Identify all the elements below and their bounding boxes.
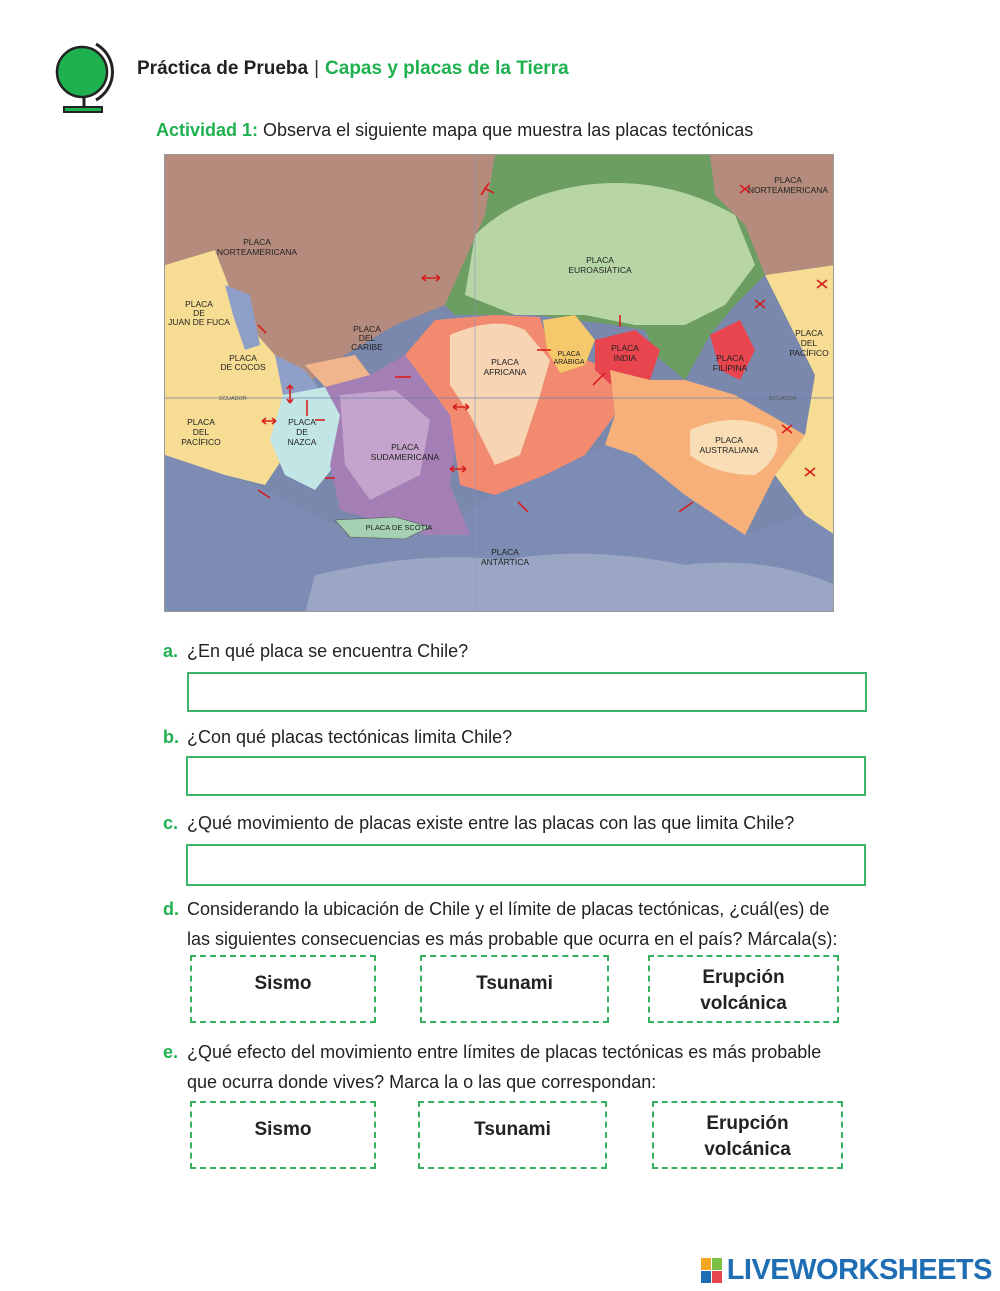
label-naz-c: NAZCA xyxy=(287,437,317,447)
option-e-tsunami-label: Tsunami xyxy=(474,1119,551,1140)
question-e-line2: que ocurra donde vives? Marca la o las que correspondan: xyxy=(187,1072,657,1092)
label-pac-r-c: PACÍFICO xyxy=(789,348,829,358)
header-separator: | xyxy=(314,58,320,79)
page-header xyxy=(137,58,569,80)
label-eq-left: ECUADOR xyxy=(219,396,247,402)
label-ind-b: INDIA xyxy=(613,353,637,363)
question-a xyxy=(163,636,468,666)
option-d-erupcion[interactable] xyxy=(648,955,839,1023)
activity-text: Observa el siguiente mapa que muestra las placas tectónicas xyxy=(263,120,754,140)
question-c-letter: c. xyxy=(163,813,179,833)
label-aus-a: PLACA xyxy=(715,435,743,445)
activity-label: Actividad 1: xyxy=(156,120,259,140)
option-d-tsunami-label: Tsunami xyxy=(476,973,553,994)
option-e-sismo-label: Sismo xyxy=(254,1119,312,1140)
label-jf-c: JUAN DE FUCA xyxy=(168,317,230,327)
option-d-erupcion-line1: Erupción xyxy=(702,967,785,988)
question-d-line1: Considerando la ubicación de Chile y el límite de placas tectónicas, ¿cuál(es) de xyxy=(187,899,830,919)
label-na-2a: PLACA xyxy=(774,175,802,185)
label-afr-a: PLACA xyxy=(491,357,519,367)
label-ant-a: PLACA xyxy=(491,547,519,557)
label-na-1a: PLACA xyxy=(243,237,271,247)
label-naz-b: DE xyxy=(296,427,308,437)
question-c xyxy=(163,808,794,838)
option-e-erupcion[interactable] xyxy=(652,1101,843,1169)
label-fil-b: FILIPINA xyxy=(712,363,748,373)
page-subtitle: Capas y placas de la Tierra xyxy=(325,58,569,79)
label-pac-l-b: DEL xyxy=(192,427,210,437)
question-b xyxy=(163,722,512,752)
label-pac-r-a: PLACA xyxy=(795,328,823,338)
option-d-sismo-label: Sismo xyxy=(254,973,312,994)
label-ara-b: ARÁBIGA xyxy=(553,359,585,366)
label-pac-l-a: PLACA xyxy=(187,417,215,427)
answer-a-field[interactable] xyxy=(187,672,867,712)
question-e xyxy=(163,1037,821,1097)
label-na-1b: NORTEAMERICANA xyxy=(216,247,298,257)
question-d-letter: d. xyxy=(163,899,179,919)
page-title: Práctica de Prueba xyxy=(137,58,309,79)
activity-heading xyxy=(156,120,753,141)
question-e-letter: e. xyxy=(163,1042,179,1062)
label-sco: PLACA DE SCOTIA xyxy=(365,523,433,532)
label-naz-a: PLACA xyxy=(288,417,316,427)
label-sa-b: SUDAMERICANA xyxy=(370,452,440,462)
label-coc-b: DE COCOS xyxy=(220,362,266,372)
option-e-tsunami[interactable] xyxy=(418,1101,607,1169)
question-e-line1: ¿Qué efecto del movimiento entre límites de placas tectónicas es más probable xyxy=(187,1042,822,1062)
label-ant-b: ANTÁRTICA xyxy=(480,557,530,567)
label-fil-a: PLACA xyxy=(716,353,744,363)
question-d xyxy=(163,894,837,954)
label-na-2b: NORTEAMERICANA xyxy=(747,185,829,195)
globe-icon xyxy=(52,40,118,116)
label-jf-b: DE xyxy=(193,308,205,318)
label-coc-a: PLACA xyxy=(229,353,257,363)
tectonic-plates-map xyxy=(164,154,834,612)
label-eur-a: PLACA xyxy=(586,255,614,265)
label-car-b: DEL xyxy=(358,333,376,343)
option-d-tsunami[interactable] xyxy=(420,955,609,1023)
liveworksheets-logo xyxy=(701,1254,992,1287)
question-b-letter: b. xyxy=(163,727,179,747)
option-d-sismo[interactable] xyxy=(190,955,376,1023)
label-sa-a: PLACA xyxy=(391,442,419,452)
option-d-erupcion-line2: volcánica xyxy=(700,993,787,1014)
label-aus-b: AUSTRALIANA xyxy=(699,445,759,455)
option-e-sismo[interactable] xyxy=(190,1101,376,1169)
label-pac-l-c: PACÍFICO xyxy=(181,437,221,447)
brand-text: LIVEWORKSHEETS xyxy=(726,1254,992,1286)
option-e-erupcion-line2: volcánica xyxy=(704,1139,791,1160)
label-jf-a: PLACA xyxy=(185,299,213,309)
label-eq-right: ECUADOR xyxy=(769,396,797,402)
label-car-c: CARIBE xyxy=(351,342,383,352)
question-c-text: ¿Qué movimiento de placas existe entre las placas con las que limita Chile? xyxy=(187,813,795,833)
answer-c-field[interactable] xyxy=(186,844,866,886)
question-d-line2: las siguientes consecuencias es más probable que ocurra en el país? Márcala(s): xyxy=(187,929,838,949)
liveworksheets-logo-icon xyxy=(701,1258,723,1284)
question-a-text: ¿En qué placa se encuentra Chile? xyxy=(187,641,469,661)
question-b-text: ¿Con qué placas tectónicas limita Chile? xyxy=(187,727,513,747)
label-ind-a: PLACA xyxy=(611,343,639,353)
label-ara-a: PLACA xyxy=(557,351,581,358)
option-e-erupcion-line1: Erupción xyxy=(706,1113,789,1134)
label-eur-b: EUROASIÁTICA xyxy=(568,265,632,275)
label-afr-b: AFRICANA xyxy=(483,367,527,377)
label-car-a: PLACA xyxy=(353,324,381,334)
question-a-letter: a. xyxy=(163,641,179,661)
label-pac-r-b: DEL xyxy=(800,338,818,348)
answer-b-field[interactable] xyxy=(186,756,866,796)
